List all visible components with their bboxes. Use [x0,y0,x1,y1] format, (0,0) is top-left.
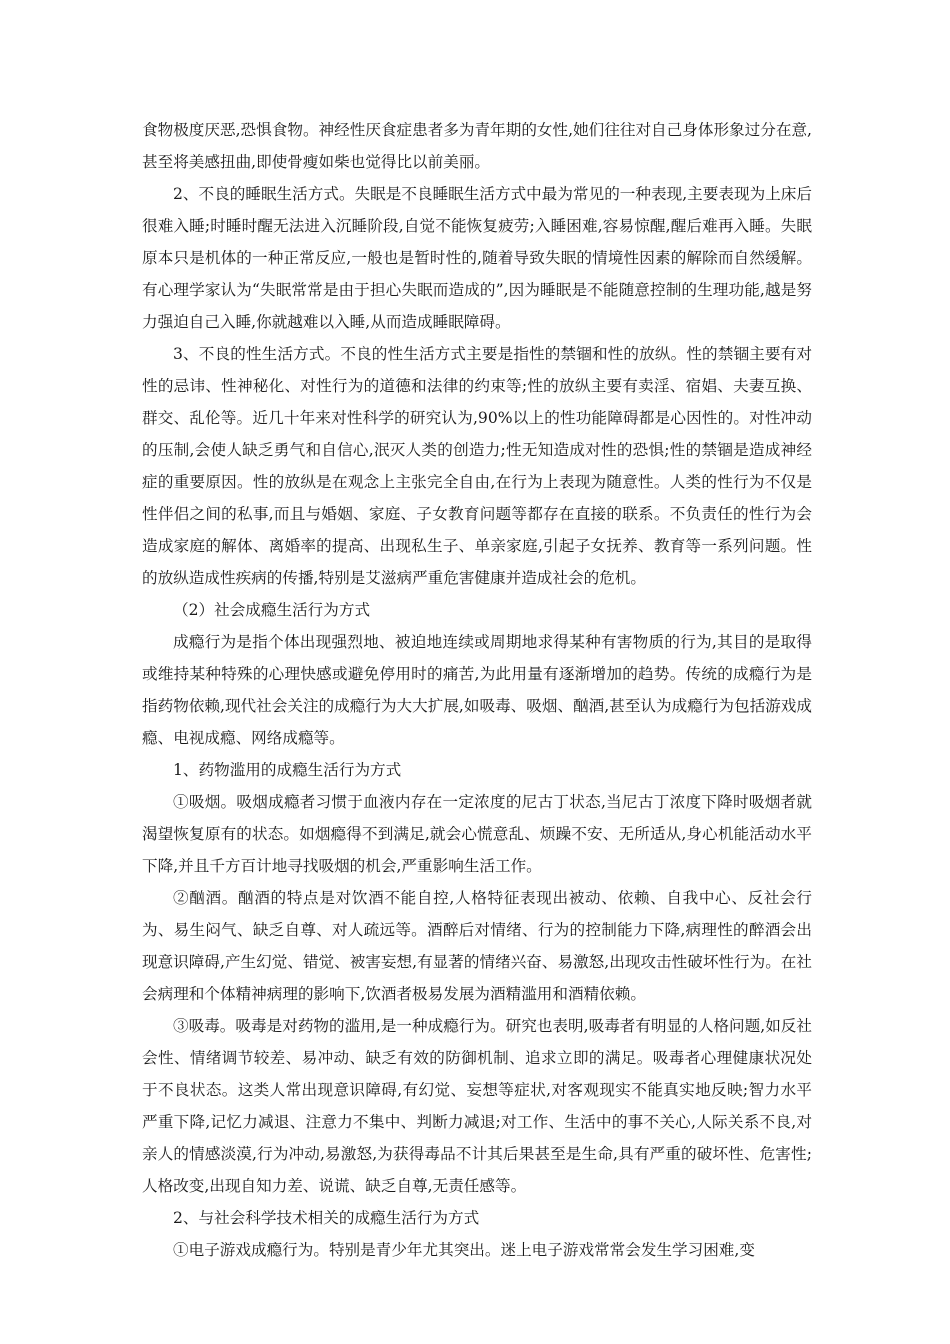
paragraph-sleep-lifestyle: 2、不良的睡眠生活方式。失眠是不良睡眠生活方式中最为常见的一种表现,主要表现为上床后很难入睡;时睡时醒无法进入沉睡阶段,自觉不能恢复疲劳;入睡困难,容易惊醒,醒后难再入睡。失眠原本只是机体的一种正常反应,一般也是暂时性的,随着导致失眠的情境性因素的解除而自然缓解。有心理学家认为“失眠常常是由于担心失眠而造成的”,因为睡眠是不能随意控制的生理功能,越是努力强迫自己入睡,你就越难以入睡,从而造成睡眠障碍。 [142,185,812,331]
document-body [142,114,812,1266]
subheading-drug-abuse: 1、药物滥用的成瘾生活行为方式 [173,761,402,779]
paragraph-sexual-lifestyle: 3、不良的性生活方式。不良的性生活方式主要是指性的禁锢和性的放纵。性的禁锢主要有对性的忌讳、性神秘化、对性行为的道德和法律的约束等;性的放纵主要有卖淫、宿娼、夫妻互换、群交、乱伦等。近几十年来对性科学的研究认为,90%以上的性功能障碍都是心因性的。对性冲动的压制,会使人缺乏勇气和自信心,泯灭人类的创造力;性无知造成对性的恐惧;性的禁锢是造成神经症的重要原因。性的放纵是在观念上主张完全自由,在行为上表现为随意性。人类的性行为不仅是性伴侣之间的私事,而且与婚姻、家庭、子女教育问题等都存在直接的联系。不负责任的性行为会造成家庭的解体、离婚率的提高、出现私生子、单亲家庭,引起子女抚养、教育等一系列问题。性的放纵造成性疾病的传播,特别是艾滋病严重危害健康并造成社会的危机。 [142,345,812,587]
subheading-technology-addiction: 2、与社会科学技术相关的成瘾生活行为方式 [173,1209,480,1227]
paragraph-video-game-addiction: ①电子游戏成瘾行为。特别是青少年尤其突出。迷上电子游戏常常会发生学习困难,变 [173,1241,755,1259]
section-heading-addiction: （2）社会成瘾生活行为方式 [173,601,371,619]
paragraph-alcoholism: ②酗酒。酗酒的特点是对饮酒不能自控,人格特征表现出被动、依赖、自我中心、反社会行为、易生闷气、缺乏自尊、对人疏远等。酒醉后对情绪、行为的控制能力下降,病理性的醉酒会出现意识障碍,产生幻觉、错觉、被害妄想,有显著的情绪兴奋、易激怒,出现攻击性破坏性行为。在社会病理和个体精神病理的影响下,饮酒者极易发展为酒精滥用和酒精依赖。 [142,889,812,1003]
paragraph-addiction-definition: 成瘾行为是指个体出现强烈地、被迫地连续或周期地求得某种有害物质的行为,其目的是取得或维持某种特殊的心理快感或避免停用时的痛苦,为此用量有逐渐增加的趋势。传统的成瘾行为是指药物依赖,现代社会关注的成瘾行为大大扩展,如吸毒、吸烟、酗酒,甚至认为成瘾行为包括游戏成瘾、电视成瘾、网络成瘾等。 [142,633,812,747]
paragraph-drug-use: ③吸毒。吸毒是对药物的滥用,是一种成瘾行为。研究也表明,吸毒者有明显的人格问题,如反社会性、情绪调节较差、易冲动、缺乏有效的防御机制、追求立即的满足。吸毒者心理健康状况处于不良状态。这类人常出现意识障碍,有幻觉、妄想等症状,对客观现实不能真实地反映;智力水平严重下降,记忆力减退、注意力不集中、判断力减退;对工作、生活中的事不关心,人际关系不良,对亲人的情感淡漠,行为冲动,易激怒,为获得毒品不计其后果甚至是生命,具有严重的破坏性、危害性;人格改变,出现自知力差、说谎、缺乏自尊,无责任感等。 [142,1017,812,1195]
paragraph-anorexia-continuation: 食物极度厌恶,恐惧食物。神经性厌食症患者多为青年期的女性,她们往往对自己身体形象过分在意,甚至将美感扭曲,即使骨瘦如柴也觉得比以前美丽。 [142,121,812,171]
paragraph-smoking: ①吸烟。吸烟成瘾者习惯于血液内存在一定浓度的尼古丁状态,当尼古丁浓度下降时吸烟者就渴望恢复原有的状态。如烟瘾得不到满足,就会心慌意乱、烦躁不安、无所适从,身心机能活动水平下降,并且千方百计地寻找吸烟的机会,严重影响生活工作。 [142,793,812,875]
